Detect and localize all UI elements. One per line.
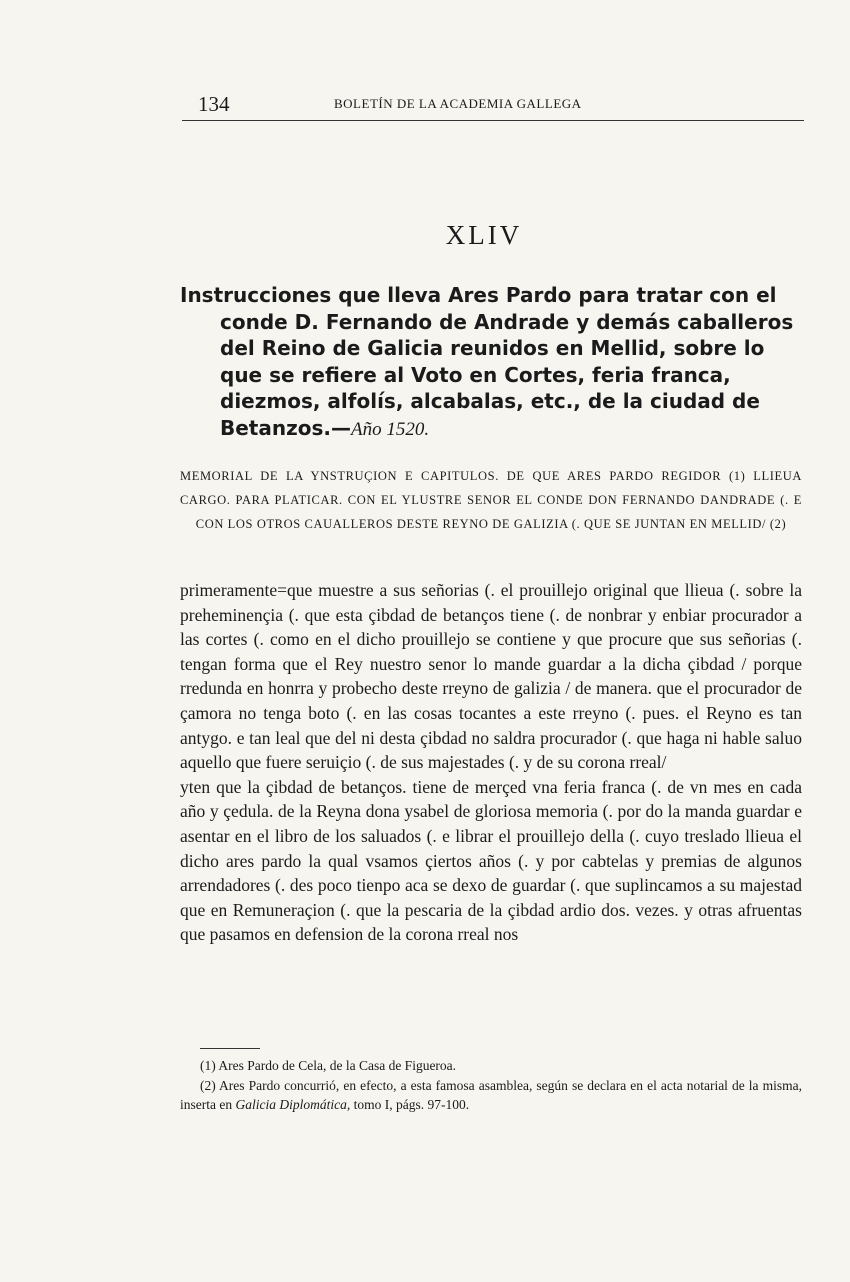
header-rule xyxy=(182,120,804,121)
footnote-2-text: (2) Ares Pardo concurrió, en efecto, a esta famosa asamblea, según se declara en el acta notarial de la misma, inserta en xyxy=(180,1077,802,1112)
running-head: BOLETÍN DE LA ACADEMIA GALLEGA xyxy=(334,96,582,111)
memorial-heading: MEMORIAL DE LA YNSTRUÇION E CAPITULOS. DE QUE ARES PARDO REGIDOR (1) LLIEUA CARGO. PARA PLATICAR. CON EL YLUSTRE SENOR EL CONDE DON FERNANDO DANDRADE (. E CON LOS OTROS CAUALLEROS DESTE REYNO DE GALIZIA (. QUE SE JUNTAN EN MELLID/ (2) xyxy=(180,469,802,531)
footnote-1: (1) Ares Pardo de Cela, de la Casa de Figueroa. xyxy=(200,1058,457,1073)
footnote-2-journal: Galicia Diplomática, xyxy=(235,1097,351,1112)
footnotes xyxy=(180,1056,802,1115)
footnote-2-ref: tomo I, págs. 97-100. xyxy=(353,1097,470,1112)
title-date: Año 1520. xyxy=(351,418,430,440)
document-title xyxy=(180,282,802,443)
paragraph-1: primeramente=que muestre a sus señorias (. el prouillejo original que llieua (. sobre la preheminençia (. que esta çibdad de betanços tiene (. de nonbrar y enbiar procurador a las cortes (. como en el dicho prouillejo se contiene y que procure que sus señorias (. tengan forma que el Rey nuestro senor lo mande guardar a la dicha çibdad / porque rredunda en honrra y probecho deste rreyno de galizia / de manera. que el procurador de çamora no tenga boto (. en las cosas tocantes a este rreyno (. pues. el Reyno es tan antygo. e tan leal que del ni desta çibdad no saldra procurador (. que haga ni hable saluo aquello que fuere seruiçio (. de sus majestades (. y de su corona rreal/ xyxy=(180,580,802,773)
page-header xyxy=(198,92,800,116)
title-text: Instrucciones que lleva Ares Pardo para tratar con el conde D. Fernando de Andrade y demás caballeros del Reino de Galicia reunidos en Mellid, sobre lo que se refiere al Voto en Cortes, feria franca, diezmos, alfolís, alcabalas, etc., de la ciudad de Betanzos.— xyxy=(180,283,794,440)
body-text xyxy=(180,578,802,947)
footnote-rule xyxy=(200,1048,260,1049)
paragraph-2: yten que la çibdad de betanços. tiene de merçed vna feria franca (. de vn mes en cada año y çedula. de la Reyna dona ysabel de gloriosa memoria (. por do la manda guardar e asentar en el libro de los saluados (. e librar el prouillejo della (. cuyo treslado llieua el dicho ares pardo la qual vsamos çiertos años (. y por cabtelas y premias de algunos arrendadores (. des poco tienpo aca se dexo de guardar (. que suplincamos a su majestad que en Remuneraçion (. que la pescaria de la çibdad ardio dos. vezes. y otras afruentas que pasamos en defension de la corona rreal nos xyxy=(180,776,802,945)
footnote-2 xyxy=(180,1076,802,1115)
section-number: XLIV xyxy=(445,220,523,250)
page-number: 134 xyxy=(198,92,230,116)
